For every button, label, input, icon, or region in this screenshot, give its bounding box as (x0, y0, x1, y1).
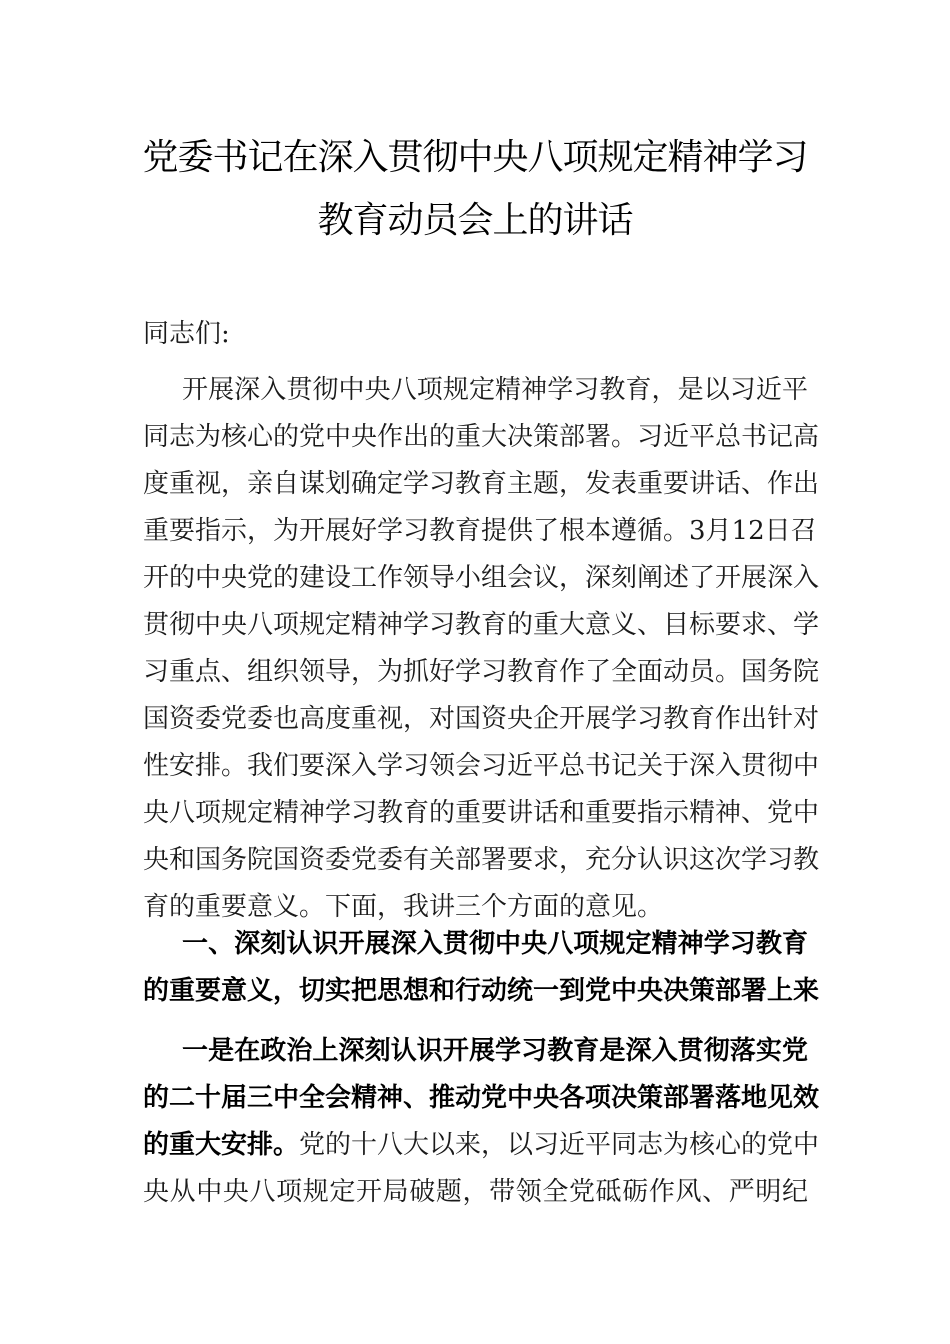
paragraph-line: 开的中央党的建设工作领导小组会议，深刻阐述了开展深入 (143, 563, 820, 593)
document-title-line-2: 教育动员会上的讲话 (317, 200, 633, 241)
paragraph-line: 度重视，亲自谋划确定学习教育主题，发表重要讲话、作出 (143, 469, 820, 499)
section-heading-line: 的重要意义，切实把思想和行动统一到党中央决策部署上来 (143, 976, 820, 1006)
section-heading-line: 一、深刻认识开展深入贯彻中央八项规定精神学习教育 (182, 929, 808, 959)
paragraph-line: 开展深入贯彻中央八项规定精神学习教育，是以习近平 (182, 375, 808, 405)
paragraph-line: 央八项规定精神学习教育的重要讲话和重要指示精神、党中 (143, 798, 820, 828)
paragraph-text: 党的十八大以来，以习近平同志为核心的党中 (299, 1130, 820, 1160)
paragraph-line: 国资委党委也高度重视，对国资央企开展学习教育作出针对 (143, 704, 820, 734)
paragraph-line: 习重点、组织领导，为抓好学习教育作了全面动员。国务院 (143, 657, 820, 687)
paragraph-line: 同志为核心的党中央作出的重大决策部署。习近平总书记高 (143, 422, 820, 452)
document-title-line-1: 党委书记在深入贯彻中央八项规定精神学习 (142, 137, 808, 178)
paragraph-line: 重要指示，为开展好学习教育提供了根本遵循。3月12日召 (143, 516, 817, 546)
paragraph-line: 贯彻中央八项规定精神学习教育的重大意义、目标要求、学 (143, 610, 820, 640)
paragraph-line: 央从中央八项规定开局破题，带领全党砥砺作风、严明纪 (143, 1177, 808, 1207)
paragraph-line: 性安排。我们要深入学习领会习近平总书记关于深入贯彻中 (143, 751, 820, 781)
subheading-line: 一是在政治上深刻认识开展学习教育是深入贯彻落实党 (182, 1036, 808, 1066)
subheading-line: 的二十届三中全会精神、推动党中央各项决策部署落地见效 (143, 1083, 820, 1113)
subheading-tail: 的重大安排。 (143, 1130, 300, 1160)
mixed-paragraph-line (143, 1127, 820, 1163)
paragraph-line: 育的重要意义。下面，我讲三个方面的意见。 (143, 892, 664, 922)
salutation: 同志们: (143, 319, 230, 349)
paragraph-line: 央和国务院国资委党委有关部署要求，充分认识这次学习教 (143, 845, 820, 875)
